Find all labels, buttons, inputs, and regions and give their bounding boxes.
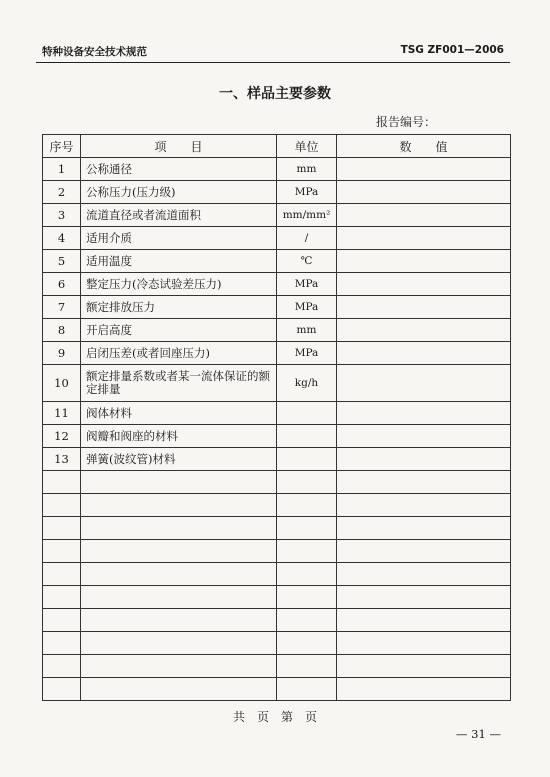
row-number: 10 <box>43 365 81 402</box>
row-unit <box>277 448 337 471</box>
blank-cell[interactable] <box>337 655 511 678</box>
blank-cell[interactable] <box>81 563 277 586</box>
blank-cell[interactable] <box>43 586 81 609</box>
blank-table-row <box>43 471 511 494</box>
blank-cell[interactable] <box>81 632 277 655</box>
row-value-cell[interactable] <box>337 158 511 181</box>
blank-cell[interactable] <box>43 563 81 586</box>
row-unit: / <box>277 227 337 250</box>
blank-cell[interactable] <box>277 609 337 632</box>
blank-cell[interactable] <box>81 655 277 678</box>
blank-cell[interactable] <box>81 517 277 540</box>
row-item: 阀瓣和阀座的材料 <box>81 425 277 448</box>
row-unit: MPa <box>277 273 337 296</box>
blank-table-row <box>43 655 511 678</box>
row-number: 1 <box>43 158 81 181</box>
blank-cell[interactable] <box>277 678 337 701</box>
table-row <box>43 365 511 402</box>
blank-cell[interactable] <box>81 540 277 563</box>
blank-cell[interactable] <box>337 517 511 540</box>
parameter-table <box>42 134 511 701</box>
row-number: 13 <box>43 448 81 471</box>
blank-cell[interactable] <box>43 517 81 540</box>
report-number-label: 报告编号： <box>376 115 437 129</box>
blank-cell[interactable] <box>337 586 511 609</box>
blank-table-row <box>43 609 511 632</box>
row-number: 9 <box>43 342 81 365</box>
blank-cell[interactable] <box>277 632 337 655</box>
blank-table-row <box>43 678 511 701</box>
col-header-unit: 单位 <box>277 135 337 158</box>
table-row <box>43 319 511 342</box>
row-value-cell[interactable] <box>337 227 511 250</box>
row-unit: kg/h <box>277 365 337 402</box>
page-count-footer: 共 页 第 页 <box>232 710 317 724</box>
row-item: 适用介质 <box>81 227 277 250</box>
col-header-seq: 序号 <box>43 135 81 158</box>
blank-cell[interactable] <box>43 471 81 494</box>
table-row <box>43 181 511 204</box>
blank-cell[interactable] <box>337 563 511 586</box>
row-unit <box>277 425 337 448</box>
blank-cell[interactable] <box>337 494 511 517</box>
table-row <box>43 227 511 250</box>
row-value-cell[interactable] <box>337 204 511 227</box>
row-item: 阀体材料 <box>81 402 277 425</box>
blank-cell[interactable] <box>277 494 337 517</box>
blank-cell[interactable] <box>337 632 511 655</box>
row-value-cell[interactable] <box>337 296 511 319</box>
blank-table-row <box>43 563 511 586</box>
table-row <box>43 250 511 273</box>
row-item: 额定排量系数或者某一流体保证的额定排量 <box>81 365 277 402</box>
blank-table-row <box>43 494 511 517</box>
blank-cell[interactable] <box>337 609 511 632</box>
row-item: 弹簧(波纹管)材料 <box>81 448 277 471</box>
blank-cell[interactable] <box>81 494 277 517</box>
table-row <box>43 342 511 365</box>
col-header-value: 数 值 <box>337 135 511 158</box>
row-number: 7 <box>43 296 81 319</box>
row-value-cell[interactable] <box>337 273 511 296</box>
row-value-cell[interactable] <box>337 342 511 365</box>
row-unit: mm <box>277 158 337 181</box>
row-unit: MPa <box>277 181 337 204</box>
header-rule <box>36 62 510 63</box>
blank-cell[interactable] <box>81 678 277 701</box>
blank-table-row <box>43 632 511 655</box>
page-number: — 31 — <box>456 727 501 741</box>
row-value-cell[interactable] <box>337 250 511 273</box>
blank-cell[interactable] <box>337 471 511 494</box>
blank-table-row <box>43 586 511 609</box>
header-spec-code: TSG ZF001—2006 <box>400 44 504 56</box>
blank-cell[interactable] <box>81 609 277 632</box>
row-item: 适用温度 <box>81 250 277 273</box>
row-unit <box>277 402 337 425</box>
table-row <box>43 158 511 181</box>
row-value-cell[interactable] <box>337 448 511 471</box>
row-item: 流道直径或者流道面积 <box>81 204 277 227</box>
blank-cell[interactable] <box>43 678 81 701</box>
blank-cell[interactable] <box>337 540 511 563</box>
blank-cell[interactable] <box>277 517 337 540</box>
table-row <box>43 273 511 296</box>
row-number: 2 <box>43 181 81 204</box>
blank-cell[interactable] <box>81 586 277 609</box>
row-item: 开启高度 <box>81 319 277 342</box>
row-item: 公称通径 <box>81 158 277 181</box>
row-number: 3 <box>43 204 81 227</box>
blank-cell[interactable] <box>337 678 511 701</box>
row-unit: mm/mm² <box>277 204 337 227</box>
row-value-cell[interactable] <box>337 181 511 204</box>
row-value-cell[interactable] <box>337 365 511 402</box>
blank-cell[interactable] <box>81 471 277 494</box>
blank-table-row <box>43 517 511 540</box>
page-header <box>42 44 504 60</box>
blank-cell[interactable] <box>43 540 81 563</box>
row-unit: MPa <box>277 296 337 319</box>
blank-cell[interactable] <box>277 563 337 586</box>
row-value-cell[interactable] <box>337 425 511 448</box>
row-number: 5 <box>43 250 81 273</box>
page-title: 一、样品主要参数 <box>219 86 331 102</box>
table-row <box>43 204 511 227</box>
table-row <box>43 425 511 448</box>
blank-cell[interactable] <box>43 632 81 655</box>
row-item: 公称压力(压力级) <box>81 181 277 204</box>
row-value-cell[interactable] <box>337 402 511 425</box>
table-body <box>43 158 511 701</box>
header-spec-name: 特种设备安全技术规范 <box>42 46 147 58</box>
row-unit: MPa <box>277 342 337 365</box>
col-header-item: 项 目 <box>81 135 277 158</box>
blank-cell[interactable] <box>277 655 337 678</box>
row-number: 11 <box>43 402 81 425</box>
row-unit: ℃ <box>277 250 337 273</box>
blank-cell[interactable] <box>43 494 81 517</box>
blank-cell[interactable] <box>43 655 81 678</box>
table-header-row <box>43 135 511 158</box>
table-row <box>43 296 511 319</box>
row-value-cell[interactable] <box>337 319 511 342</box>
row-item: 整定压力(冷态试验差压力) <box>81 273 277 296</box>
row-number: 4 <box>43 227 81 250</box>
blank-cell[interactable] <box>277 540 337 563</box>
row-item: 启闭压差(或者回座压力) <box>81 342 277 365</box>
blank-cell[interactable] <box>43 609 81 632</box>
table-row <box>43 402 511 425</box>
row-number: 6 <box>43 273 81 296</box>
row-unit: mm <box>277 319 337 342</box>
row-number: 8 <box>43 319 81 342</box>
blank-table-row <box>43 540 511 563</box>
row-number: 12 <box>43 425 81 448</box>
blank-cell[interactable] <box>277 471 337 494</box>
row-item: 额定排放压力 <box>81 296 277 319</box>
table-row <box>43 448 511 471</box>
blank-cell[interactable] <box>277 586 337 609</box>
